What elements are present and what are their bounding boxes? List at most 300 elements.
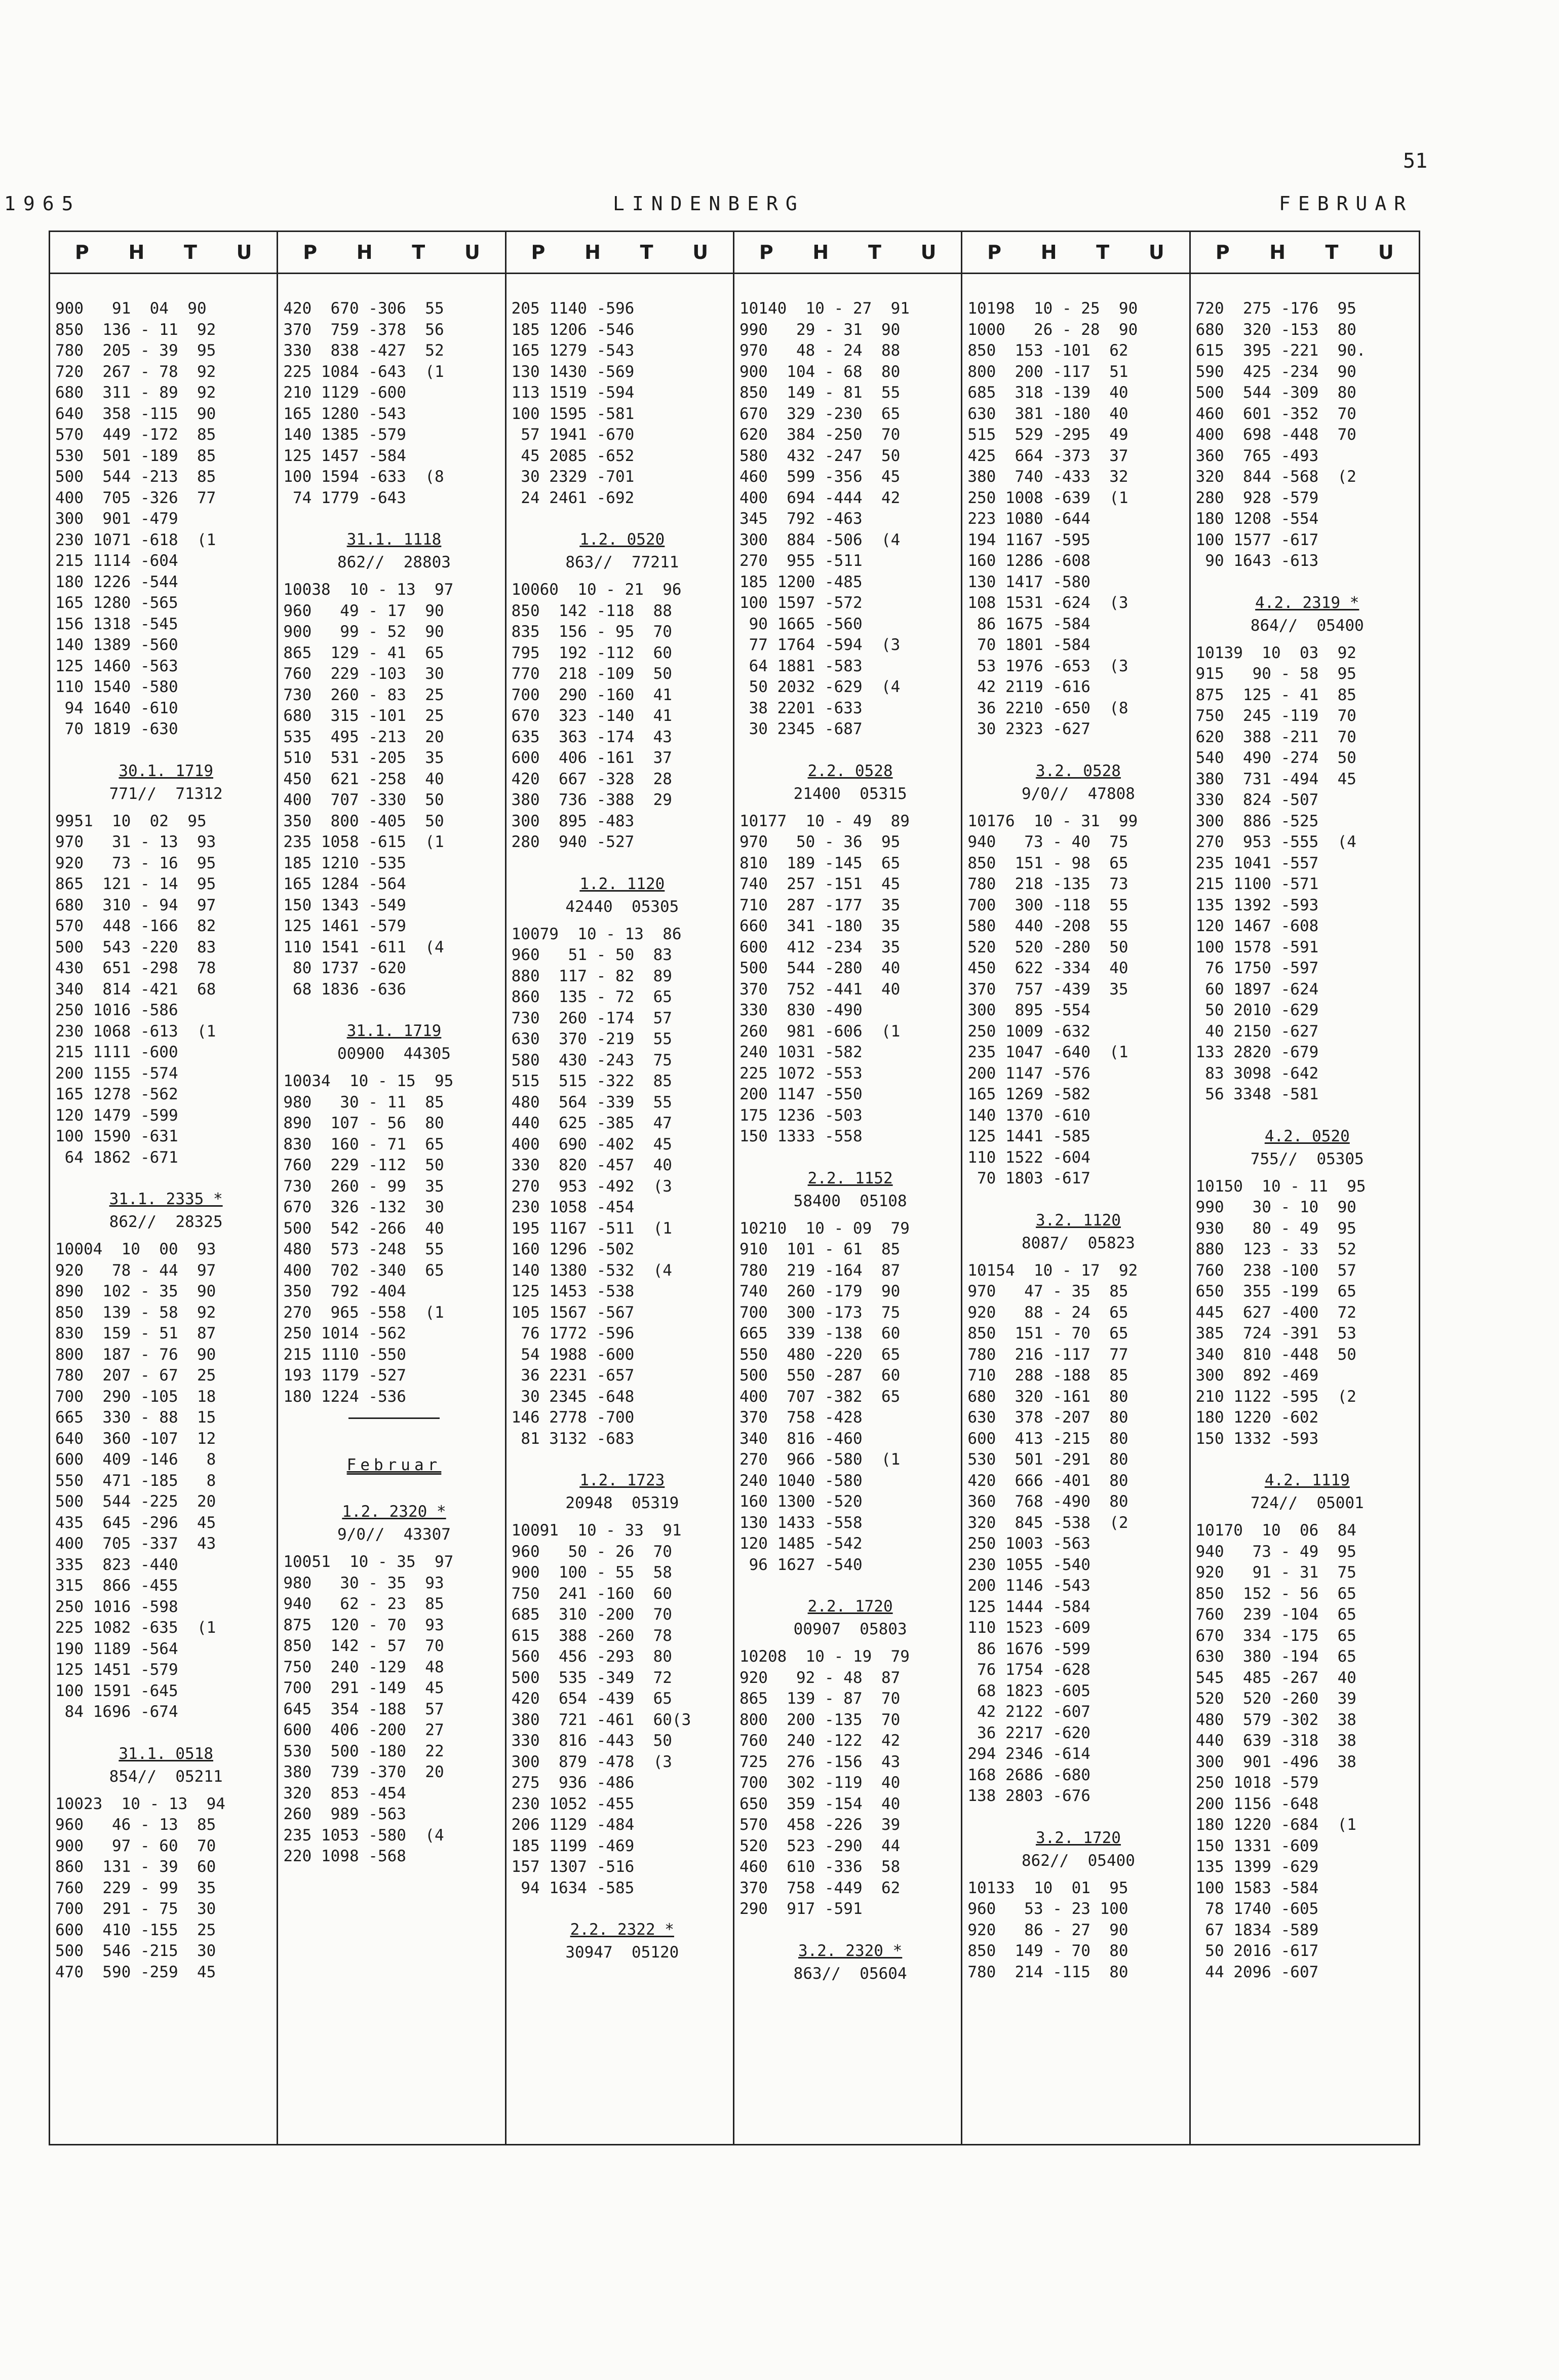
data-row: 850 152 - 56 65 [1195, 1584, 1356, 1603]
data-row: 500 544 -309 80 [1195, 383, 1356, 402]
data-row: 110 1541 -611 (4 [283, 938, 444, 956]
month-section-label: Februar [346, 1456, 442, 1474]
sounding-code: 863// 05604 [793, 1964, 907, 1983]
column-header [50, 232, 277, 274]
data-row: 680 311 - 89 92 [55, 383, 216, 402]
data-row: 270 953 -555 (4 [1195, 833, 1356, 851]
data-row: 970 47 - 35 85 [967, 1282, 1128, 1300]
sounding-code: 00900 44305 [337, 1045, 451, 1063]
data-row: 550 471 -185 8 [55, 1471, 216, 1490]
data-row: 480 564 -339 55 [511, 1093, 672, 1111]
data-row: 400 707 -382 65 [739, 1387, 901, 1406]
data-row: 210 1129 -600 [283, 383, 406, 402]
data-row: 40 2150 -627 [1195, 1022, 1319, 1041]
sounding-code: 864// 05400 [1250, 616, 1364, 635]
data-row: 193 1179 -527 [283, 1366, 406, 1385]
header-station: LINDENBERG [613, 193, 805, 215]
data-row: 615 388 -260 78 [511, 1626, 672, 1645]
data-row: 510 531 -205 35 [283, 749, 444, 767]
data-row: 940 73 - 40 75 [967, 833, 1128, 851]
data-row: 120 1467 -608 [1195, 917, 1319, 935]
data-row: 590 425 -234 90 [1195, 362, 1356, 381]
sounding-title: 2.2. 1152 [807, 1169, 893, 1187]
data-row: 770 218 -109 50 [511, 665, 672, 683]
data-row: 165 1269 -582 [967, 1085, 1090, 1103]
data-row: 10060 10 - 21 96 [511, 581, 682, 599]
data-row: 800 187 - 76 90 [55, 1345, 216, 1364]
data-row: 206 1129 -484 [511, 1816, 635, 1834]
data-row: 400 707 -330 50 [283, 791, 444, 809]
data-row: 54 1988 -600 [511, 1345, 635, 1364]
data-row: 435 645 -296 45 [55, 1513, 216, 1532]
data-row: 300 886 -525 [1195, 812, 1319, 830]
data-row: 795 192 -112 60 [511, 643, 672, 662]
data-row: 400 702 -340 65 [283, 1261, 444, 1280]
data-row: 30 2329 -701 [511, 468, 635, 486]
data-row: 370 759 -378 56 [283, 320, 444, 339]
data-row: 520 523 -290 44 [739, 1836, 901, 1855]
spacer [739, 1576, 961, 1593]
data-row: 130 1433 -558 [739, 1513, 863, 1532]
data-row: 10133 10 01 95 [967, 1878, 1128, 1897]
data-row: 460 601 -352 70 [1195, 404, 1356, 423]
data-row: 270 966 -580 (1 [739, 1450, 901, 1469]
data-row: 700 300 -173 75 [739, 1303, 901, 1322]
data-row: 500 543 -220 83 [55, 938, 216, 956]
data-row: 580 430 -243 75 [511, 1051, 672, 1069]
data-row: 157 1307 -516 [511, 1858, 635, 1876]
data-row: 865 129 - 41 65 [283, 643, 444, 662]
data-row: 550 480 -220 65 [739, 1345, 901, 1364]
data-row: 10079 10 - 13 86 [511, 925, 682, 943]
data-row: 100 1577 -617 [1195, 530, 1319, 549]
data-row: 750 245 -119 70 [1195, 707, 1356, 725]
data-row: 360 765 -493 [1195, 446, 1319, 465]
data-row: 900 104 - 68 80 [739, 362, 901, 381]
spacer [739, 1920, 961, 1937]
data-row: 335 823 -440 [55, 1555, 178, 1574]
data-row: 910 101 - 61 85 [739, 1240, 901, 1258]
data-row: 780 214 -115 80 [967, 1963, 1128, 1981]
data-row: 500 535 -349 72 [511, 1668, 672, 1687]
data-row: 30 2345 -648 [511, 1387, 635, 1406]
data-row: 400 690 -402 45 [511, 1135, 672, 1154]
data-row: 400 694 -444 42 [739, 488, 901, 507]
sounding-title: 4.2. 1119 [1264, 1471, 1350, 1489]
data-row: 200 1147 -550 [739, 1085, 863, 1103]
data-row: 630 380 -194 65 [1195, 1647, 1356, 1666]
data-row: 86 1676 -599 [967, 1639, 1090, 1658]
data-row: 780 218 -135 73 [967, 875, 1128, 893]
data-row: 930 80 - 49 95 [1195, 1219, 1356, 1238]
spacer [1196, 1449, 1419, 1467]
data-row: 280 928 -579 [1195, 488, 1319, 507]
data-row: 125 1461 -579 [283, 917, 406, 935]
data-row: 760 240 -122 42 [739, 1732, 901, 1750]
data-row: 235 1041 -557 [1195, 854, 1319, 872]
data-row: 42 2122 -607 [967, 1703, 1090, 1721]
data-row: 90 1665 -560 [739, 615, 863, 633]
sounding-title: 1.2. 1120 [579, 874, 665, 893]
data-row: 180 1224 -536 [283, 1387, 406, 1406]
data-row: 230 1071 -618 (1 [55, 530, 216, 549]
data-row: 180 1208 -554 [1195, 510, 1319, 528]
data-row: 865 121 - 14 95 [55, 875, 216, 893]
data-row: 1000 26 - 28 90 [967, 320, 1138, 339]
data-row: 560 456 -293 80 [511, 1647, 672, 1666]
data-row: 195 1167 -511 (1 [511, 1219, 672, 1238]
data-row: 165 1280 -543 [283, 404, 406, 423]
data-row: 10208 10 - 19 79 [739, 1647, 910, 1666]
data-row: 60 1897 -624 [1195, 980, 1319, 999]
data-row: 250 1009 -632 [967, 1022, 1090, 1041]
data-row: 84 1696 -674 [55, 1703, 178, 1721]
data-row: 700 290 -160 41 [511, 685, 672, 704]
data-row: 960 53 - 23 100 [967, 1900, 1128, 1918]
data-row: 57 1941 -670 [511, 426, 635, 444]
data-row: 650 359 -154 40 [739, 1794, 901, 1813]
data-row: 45 2085 -652 [511, 446, 635, 465]
data-row: 175 1236 -503 [739, 1106, 863, 1125]
data-row: 500 544 -280 40 [739, 959, 901, 977]
data-row: 570 448 -166 82 [55, 917, 216, 935]
data-row: 370 758 -449 62 [739, 1878, 901, 1897]
data-row: 900 100 - 55 58 [511, 1563, 672, 1582]
header-p: P [303, 241, 318, 263]
sounding-title: 4.2. 2319 * [1255, 593, 1359, 612]
data-row: 970 50 - 36 95 [739, 833, 901, 851]
data-row: 68 1836 -636 [283, 980, 406, 999]
header-u: U [920, 241, 937, 263]
data-row: 108 1531 -624 (3 [967, 594, 1128, 612]
sounding-title: 1.2. 1723 [579, 1471, 665, 1489]
data-row: 990 29 - 31 90 [739, 320, 901, 339]
data-row: 76 1772 -596 [511, 1324, 635, 1342]
data-row: 700 302 -119 40 [739, 1774, 901, 1792]
data-row: 9951 10 02 95 [55, 812, 207, 830]
data-row: 480 573 -248 55 [283, 1240, 444, 1258]
data-row: 725 276 -156 43 [739, 1752, 901, 1771]
sounding-code: 862// 28325 [109, 1213, 223, 1231]
data-row: 720 267 - 78 92 [55, 362, 216, 381]
data-row: 113 1519 -594 [511, 383, 635, 402]
data-row: 780 216 -117 77 [967, 1345, 1128, 1364]
data-row: 750 240 -129 48 [283, 1658, 444, 1676]
sounding-code: 9/0// 47808 [1021, 784, 1135, 803]
data-row: 190 1189 -564 [55, 1639, 178, 1658]
data-row: 710 288 -188 85 [967, 1366, 1128, 1385]
data-row: 880 117 - 82 89 [511, 967, 672, 985]
header-t: T [1096, 241, 1110, 263]
data-row: 380 731 -494 45 [1195, 770, 1356, 788]
data-row: 600 406 -200 27 [283, 1721, 444, 1739]
data-row: 250 1016 -586 [55, 1001, 178, 1019]
data-row: 140 1380 -532 (4 [511, 1261, 672, 1280]
data-row: 230 1068 -613 (1 [55, 1022, 216, 1041]
data-row: 68 1823 -605 [967, 1681, 1090, 1700]
data-row: 800 200 -135 70 [739, 1710, 901, 1729]
data-row: 350 800 -405 50 [283, 812, 444, 830]
data-row: 70 1801 -584 [967, 636, 1090, 654]
data-row: 10139 10 03 92 [1195, 643, 1356, 662]
data-row: 600 413 -215 80 [967, 1429, 1128, 1448]
sounding-title: 3.2. 0528 [1035, 761, 1121, 780]
data-row: 670 334 -175 65 [1195, 1626, 1356, 1645]
data-row: 10051 10 - 35 97 [283, 1553, 454, 1571]
data-row: 215 1111 -600 [55, 1043, 178, 1061]
header-year: 1965 [4, 193, 81, 215]
data-row: 194 1167 -595 [967, 530, 1090, 549]
data-row: 180 1220 -602 [1195, 1408, 1319, 1427]
data-row: 165 1280 -565 [55, 594, 178, 612]
data-row: 260 989 -563 [283, 1805, 406, 1823]
data-row: 570 458 -226 39 [739, 1816, 901, 1834]
data-row: 730 260 - 99 35 [283, 1177, 444, 1196]
data-row: 500 544 -213 85 [55, 468, 216, 486]
data-row: 780 205 - 39 95 [55, 341, 216, 360]
data-row: 460 610 -336 58 [739, 1858, 901, 1876]
data-row: 380 739 -370 20 [283, 1763, 444, 1781]
data-row: 200 1147 -576 [967, 1064, 1090, 1083]
header-p: P [759, 241, 773, 263]
data-row: 90 1643 -613 [1195, 552, 1319, 570]
data-row: 120 1485 -542 [739, 1534, 863, 1553]
sounding-title: 3.2. 2320 * [798, 1941, 903, 1960]
header-p: P [531, 241, 545, 263]
data-row: 36 2210 -650 (8 [967, 699, 1128, 717]
data-row: 940 62 - 23 85 [283, 1595, 444, 1613]
data-row: 185 1206 -546 [511, 320, 635, 339]
data-row: 100 1578 -591 [1195, 938, 1319, 956]
data-row: 56 3348 -581 [1195, 1085, 1319, 1103]
data-row: 880 123 - 33 52 [1195, 1240, 1356, 1258]
data-row: 450 621 -258 40 [283, 770, 444, 788]
data-row: 730 260 - 83 25 [283, 685, 444, 704]
data-row: 890 107 - 56 80 [283, 1114, 444, 1132]
data-row: 425 664 -373 37 [967, 446, 1128, 465]
data-row: 81 3132 -683 [511, 1429, 635, 1448]
data-row: 920 88 - 24 65 [967, 1303, 1128, 1322]
sounding-code: 755// 05305 [1250, 1149, 1364, 1168]
sounding-code: 862// 28803 [337, 553, 451, 571]
data-row: 300 895 -483 [511, 812, 635, 830]
data-row: 850 136 - 11 92 [55, 320, 216, 339]
data-row: 10176 10 - 31 99 [967, 812, 1138, 830]
data-row: 230 1052 -455 [511, 1794, 635, 1813]
sounding-title: 30.1. 1719 [119, 761, 213, 780]
data-row: 100 1595 -581 [511, 404, 635, 423]
data-row: 300 901 -496 38 [1195, 1752, 1356, 1771]
data-row: 225 1084 -643 (1 [283, 362, 444, 381]
data-row: 500 550 -287 60 [739, 1366, 901, 1385]
data-row: 150 1331 -609 [1195, 1836, 1319, 1855]
data-row: 230 1055 -540 [967, 1555, 1090, 1574]
data-row: 420 667 -328 28 [511, 770, 672, 788]
data-row: 600 406 -161 37 [511, 749, 672, 767]
data-row: 685 310 -200 70 [511, 1605, 672, 1624]
data-row: 520 520 -260 39 [1195, 1690, 1356, 1708]
data-row: 215 1114 -604 [55, 552, 178, 570]
header-t: T [1325, 241, 1339, 263]
data-row: 680 320 -153 80 [1195, 320, 1356, 339]
data-row: 600 409 -146 8 [55, 1450, 216, 1469]
data-row: 680 320 -161 80 [967, 1387, 1128, 1406]
data-row: 240 1040 -580 [739, 1471, 863, 1490]
sounding-title: 31.1. 1719 [346, 1022, 442, 1040]
sounding-code: 42440 05305 [565, 897, 679, 916]
data-row: 70 1819 -630 [55, 720, 178, 738]
data-row: 250 1016 -598 [55, 1597, 178, 1616]
header-u: U [1148, 241, 1164, 263]
data-row: 900 99 - 52 90 [283, 623, 444, 641]
column-header [278, 232, 504, 274]
data-row: 300 892 -469 [1195, 1366, 1319, 1385]
data-row: 83 3098 -642 [1195, 1064, 1319, 1083]
data-row: 215 1100 -571 [1195, 875, 1319, 893]
data-row: 64 1862 -671 [55, 1148, 178, 1167]
sounding-code: 58400 05108 [793, 1192, 907, 1210]
sounding-code: 863// 77211 [565, 553, 679, 571]
data-row: 340 814 -421 68 [55, 980, 216, 999]
column-header [506, 232, 733, 274]
data-row: 750 241 -160 60 [511, 1584, 672, 1603]
sounding-code: 862// 05400 [1021, 1851, 1135, 1870]
data-row: 680 315 -101 25 [283, 707, 444, 725]
data-row: 125 1460 -563 [55, 657, 178, 675]
data-row: 440 639 -318 38 [1195, 1732, 1356, 1750]
data-row: 130 1417 -580 [967, 572, 1090, 591]
data-row: 320 845 -538 (2 [967, 1513, 1128, 1532]
data-row: 530 501 -291 80 [967, 1450, 1128, 1469]
data-row: 315 866 -455 [55, 1577, 178, 1595]
sounding-code: 20948 05319 [565, 1494, 679, 1512]
data-row: 580 440 -208 55 [967, 917, 1128, 935]
table-column [1191, 232, 1419, 2144]
data-row: 380 736 -388 29 [511, 791, 672, 809]
data-row: 86 1675 -584 [967, 615, 1090, 633]
header-u: U [464, 241, 480, 263]
data-row: 125 1444 -584 [967, 1597, 1090, 1616]
data-row: 635 363 -174 43 [511, 727, 672, 746]
data-row: 580 432 -247 50 [739, 446, 901, 465]
data-row: 980 30 - 35 93 [283, 1573, 444, 1592]
sounding-title: 3.2. 1720 [1035, 1828, 1121, 1847]
data-row: 146 2778 -700 [511, 1408, 635, 1427]
data-table [49, 231, 1420, 2145]
column-header [734, 232, 961, 274]
data-row: 130 1430 -569 [511, 362, 635, 381]
spacer [512, 509, 733, 526]
sounding-code: 854// 05211 [109, 1767, 223, 1786]
data-row: 200 1155 -574 [55, 1064, 178, 1083]
spacer [55, 1168, 277, 1185]
data-row: 150 1343 -549 [283, 896, 406, 914]
data-row: 370 757 -439 35 [967, 980, 1128, 999]
spacer [1196, 1105, 1419, 1123]
data-row: 250 1003 -563 [967, 1534, 1090, 1553]
data-row: 10004 10 00 93 [55, 1240, 216, 1258]
data-row: 740 260 -179 90 [739, 1282, 901, 1300]
data-row: 800 200 -117 51 [967, 362, 1128, 381]
header-u: U [236, 241, 252, 263]
data-row: 620 384 -250 70 [739, 426, 901, 444]
data-row: 185 1210 -535 [283, 854, 406, 872]
data-row: 875 125 - 41 85 [1195, 685, 1356, 704]
data-row: 76 1754 -628 [967, 1661, 1090, 1679]
sounding-title: 2.2. 0528 [807, 761, 893, 780]
data-row: 850 142 - 57 70 [283, 1637, 444, 1655]
data-row: 250 1014 -562 [283, 1324, 406, 1342]
data-row: 168 2686 -680 [967, 1765, 1090, 1784]
data-row: 24 2461 -692 [511, 488, 635, 507]
data-row: 445 627 -400 72 [1195, 1303, 1356, 1322]
data-row: 960 51 - 50 83 [511, 946, 672, 964]
data-row: 850 149 - 81 55 [739, 383, 901, 402]
data-row: 330 838 -427 52 [283, 341, 444, 360]
sounding-code: 771// 71312 [109, 784, 223, 803]
data-row: 53 1976 -653 (3 [967, 657, 1128, 675]
data-row: 470 590 -259 45 [55, 1963, 216, 1981]
spacer [967, 1807, 1189, 1824]
data-row: 225 1072 -553 [739, 1064, 863, 1083]
header-t: T [183, 241, 197, 263]
data-row: 890 102 - 35 90 [55, 1282, 216, 1300]
data-row: 420 654 -439 65 [511, 1690, 672, 1708]
data-row: 615 395 -221 90. [1195, 341, 1366, 360]
data-row: 165 1279 -543 [511, 341, 635, 360]
data-row: 920 73 - 16 95 [55, 854, 216, 872]
data-row: 260 981 -606 (1 [739, 1022, 901, 1041]
spacer [283, 1000, 504, 1017]
data-row: 630 381 -180 40 [967, 404, 1128, 423]
data-row: 330 824 -507 [1195, 791, 1319, 809]
table-column [962, 232, 1190, 2144]
data-row: 530 500 -180 22 [283, 1742, 444, 1760]
data-row: 850 151 - 98 65 [967, 854, 1128, 872]
data-row: 330 816 -443 50 [511, 1732, 672, 1750]
data-row: 970 48 - 24 88 [739, 341, 901, 360]
data-row: 420 666 -401 80 [967, 1471, 1128, 1490]
data-row: 36 2231 -657 [511, 1366, 635, 1385]
data-row: 700 291 - 75 30 [55, 1900, 216, 1918]
sounding-title: 2.2. 1720 [807, 1597, 893, 1616]
data-row: 100 1591 -645 [55, 1681, 178, 1700]
header-month: FEBRUAR [1279, 193, 1414, 215]
data-row: 270 955 -511 [739, 552, 863, 570]
data-row: 200 1156 -648 [1195, 1794, 1319, 1813]
header-u: U [692, 241, 709, 263]
data-row: 350 792 -404 [283, 1282, 406, 1300]
data-row: 810 189 -145 65 [739, 854, 901, 872]
data-row: 78 1740 -605 [1195, 1900, 1319, 1918]
data-row: 38 2201 -633 [739, 699, 863, 717]
data-row: 150 1333 -558 [739, 1127, 863, 1145]
data-row: 140 1370 -610 [967, 1106, 1090, 1125]
data-row: 250 1008 -639 (1 [967, 488, 1128, 507]
header-h: H [356, 241, 373, 263]
data-row: 685 318 -139 40 [967, 383, 1128, 402]
header-h: H [812, 241, 829, 263]
header-h: H [1040, 241, 1057, 263]
data-row: 660 341 -180 35 [739, 917, 901, 935]
data-row: 94 1634 -585 [511, 1878, 635, 1897]
data-row: 300 901 -479 [55, 510, 178, 528]
data-row: 200 1146 -543 [967, 1577, 1090, 1595]
data-row: 10150 10 - 11 95 [1195, 1177, 1366, 1196]
data-row: 600 412 -234 35 [739, 938, 901, 956]
header-p: P [74, 241, 89, 263]
data-row: 240 1031 -582 [739, 1043, 863, 1061]
